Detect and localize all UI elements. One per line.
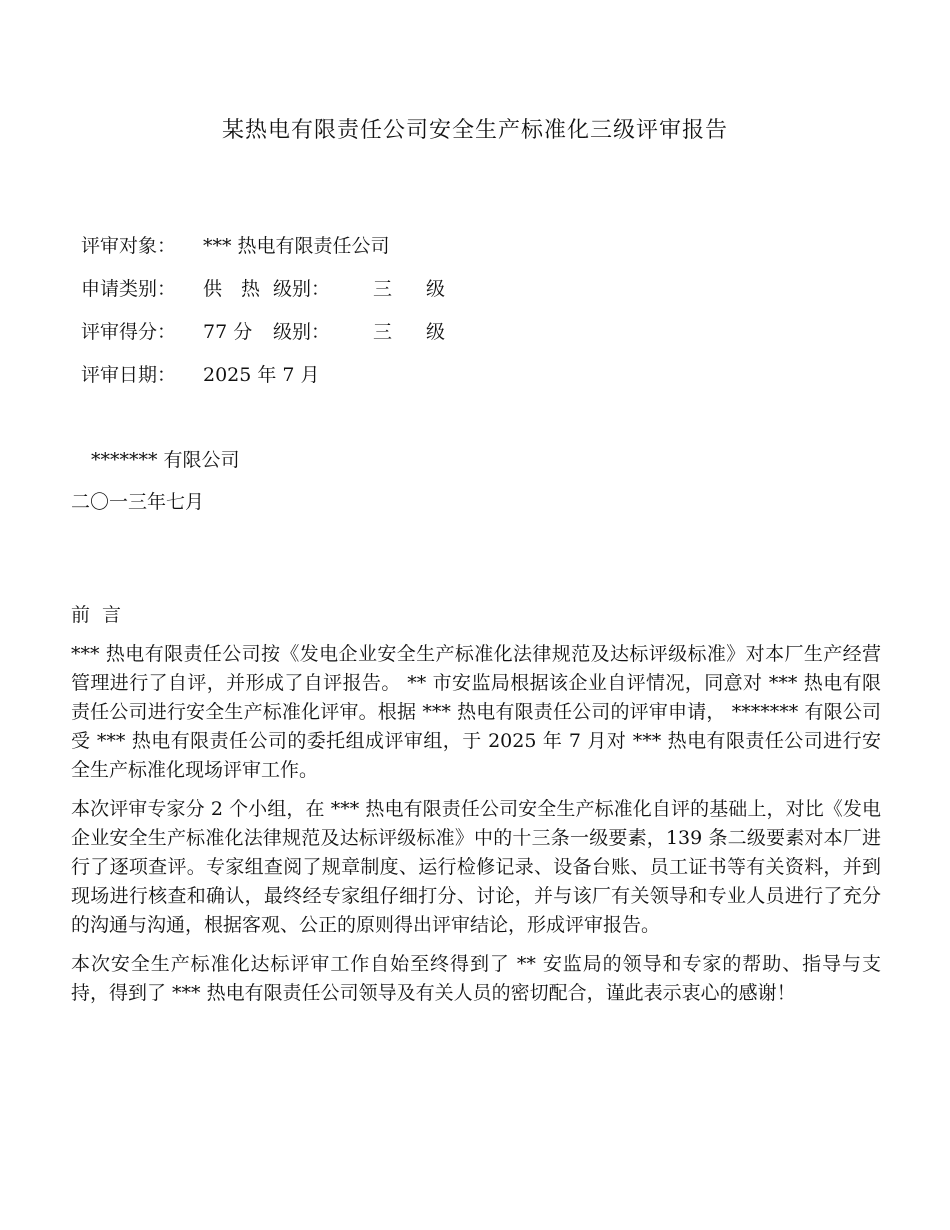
review-date-label: 评审日期： xyxy=(81,364,177,386)
preface-paragraph: 本次安全生产标准化达标评审工作自始至终得到了 ** 安监局的领导和专家的帮助、指导与支持，得到了 *** 热电有限责任公司领导及有关人员的密切配合，谨此表示衷心的感谢！ xyxy=(71,953,881,1004)
score-level-value: 三 级 xyxy=(373,321,460,343)
score-level-label: 级别： xyxy=(273,321,331,343)
review-score-label: 评审得分： xyxy=(81,321,177,343)
reviewing-organization-name: ******* 有限公司 xyxy=(91,449,240,471)
review-date-value: 2025 年 7 月 xyxy=(203,364,320,386)
review-score-row xyxy=(81,317,459,360)
reviewing-organization-date: 二〇一三年七月 xyxy=(71,491,205,513)
review-score-value: 77 分 xyxy=(203,321,253,343)
review-object-row xyxy=(81,231,459,274)
application-category-row xyxy=(81,274,459,317)
review-object-label: 评审对象： xyxy=(81,235,177,257)
document-title: 某热电有限责任公司安全生产标准化三级评审报告 xyxy=(221,118,728,143)
review-date-row xyxy=(81,360,459,403)
preface-body xyxy=(71,640,881,1018)
preface-paragraph: 本次评审专家分 2 个小组，在 *** 热电有限责任公司安全生产标准化自评的基础上，对比《发电企业安全生产标准化法律规范及达标评级标准》中的十三条一级要素，139 条二级要素对本厂进行了逐项查评。专家组查阅了规章制度、运行检修记录、设备台账、员工证书等有关资料，并到现场进行核查和确认，最终经专家组仔细打分、讨论，并与该厂有关领导和专业人员进行了充分的沟通与沟通，根据客观、公正的原则得出评审结论，形成评审报告。 xyxy=(71,798,881,936)
preface-heading: 前言 xyxy=(71,604,134,626)
category-level-label: 级别： xyxy=(273,278,331,300)
category-level-value: 三 级 xyxy=(373,278,460,300)
review-info-block xyxy=(81,231,459,403)
application-category-value: 供 热 xyxy=(203,278,261,300)
review-object-value: *** 热电有限责任公司 xyxy=(203,235,390,257)
preface-paragraph: *** 热电有限责任公司按《发电企业安全生产标准化法律规范及达标评级标准》对本厂生产经营管理进行了自评，并形成了自评报告。 ** 市安监局根据该企业自评情况，同意对 *** 热电有限责任公司进行安全生产标准化评审。根据 *** 热电有限责任公司的评审申请， ******* 有限公司受 *** 热电有限责任公司的委托组成评审组，于 2025 年 7 月对 *** 热电有限责任公司进行安全生产标准化现场评审工作。 xyxy=(71,643,881,781)
application-category-label: 申请类别： xyxy=(81,278,177,300)
